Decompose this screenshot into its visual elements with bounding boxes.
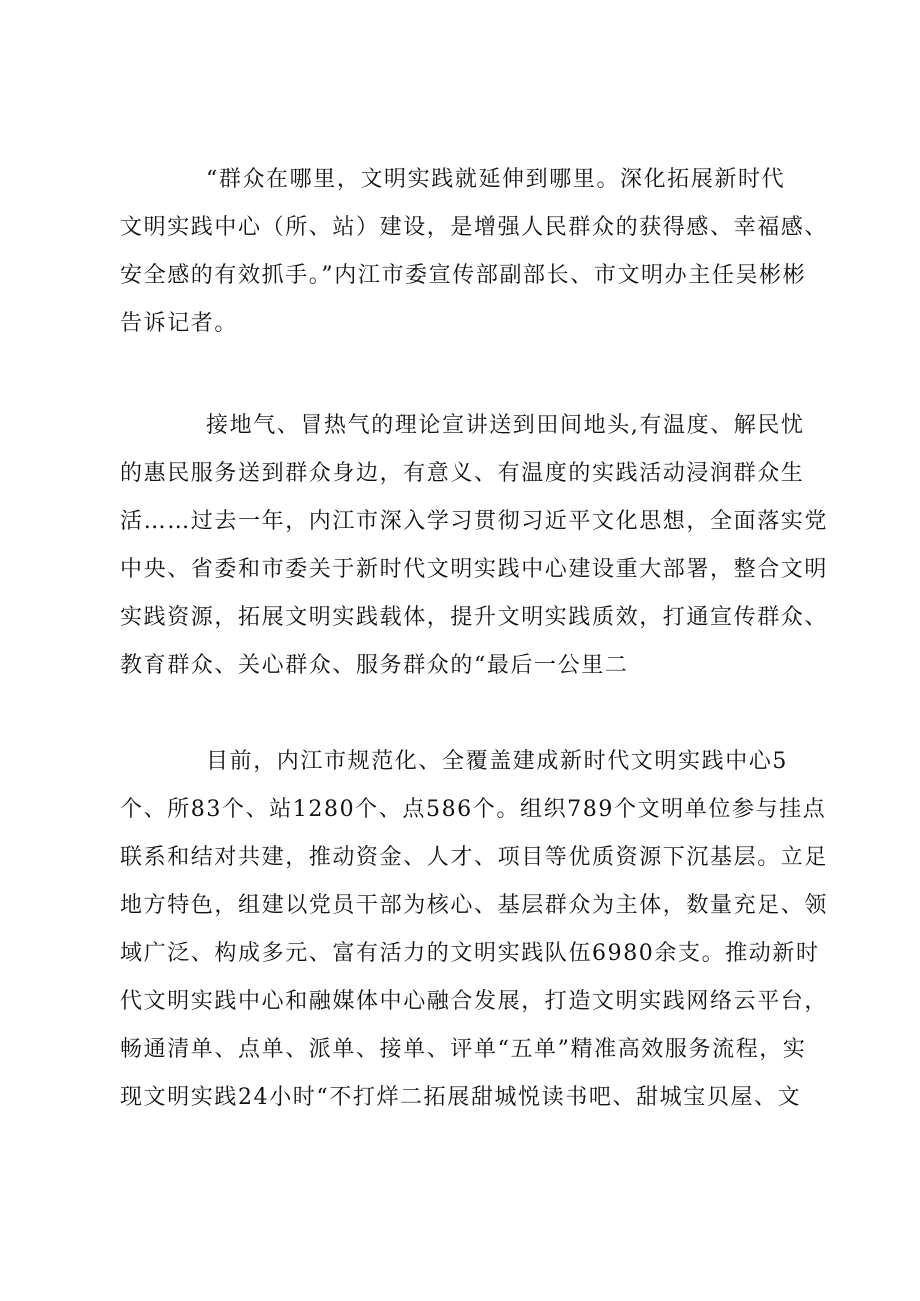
paragraph-2 bbox=[120, 402, 832, 690]
paragraph-line: 告诉记者。 bbox=[120, 311, 239, 336]
paragraph-line: 地方特色，组建以党员干部为核心、基层群众为主体，数量充足、领 bbox=[120, 893, 829, 918]
paragraph-line: 个、所83个、站1280个、点586个。组织789个文明单位参与挂点 bbox=[120, 797, 827, 822]
paragraph-line: 安全感的有效抓手。”内江市委宣传部副部长、市文明办主任吴彬彬 bbox=[120, 263, 807, 288]
paragraph-line: 接地气、冒热气的理论宣讲送到田间地头,有温度、解民忧 bbox=[206, 413, 805, 438]
paragraph-1 bbox=[120, 156, 832, 348]
paragraph-line: 代文明实践中心和融媒体中心融合发展，打造文明实践网络云平台， bbox=[120, 989, 829, 1014]
paragraph-line: 联系和结对共建，推动资金、人才、项目等优质资源下沉基层。立足 bbox=[120, 845, 829, 870]
paragraph-line: 文明实践中心（所、站）建设，是增强人民群众的获得感、幸福感、 bbox=[120, 215, 829, 240]
paragraph-3 bbox=[120, 738, 832, 1122]
paragraph-line: 现文明实践24小时“不打烊二拓展甜城悦读书吧、甜城宝贝屋、文 bbox=[120, 1085, 802, 1110]
paragraph-line: 教育群众、关心群众、服务群众的“最后一公里二 bbox=[120, 653, 629, 678]
paragraph-line: 的惠民服务送到群众身边，有意义、有温度的实践活动浸润群众生 bbox=[120, 461, 805, 486]
paragraph-line: 活……过去一年，内江市深入学习贯彻习近平文化思想，全面落实党 bbox=[120, 509, 829, 534]
paragraph-line: 目前，内江市规范化、全覆盖建成新时代文明实践中心5 bbox=[206, 749, 788, 774]
paragraph-line: 中央、省委和市委关于新时代文明实践中心建设重大部署，整合文明 bbox=[120, 557, 829, 582]
paragraph-line: 实践资源，拓展文明实践载体，提升文明实践质效，打通宣传群众、 bbox=[120, 605, 829, 630]
paragraph-line: 域广泛、构成多元、富有活力的文明实践队伍6980余支。推动新时 bbox=[120, 941, 820, 966]
paragraph-line: 畅通清单、点单、派单、接单、评单“五单”精准高效服务流程，实 bbox=[120, 1037, 807, 1062]
paragraph-line: “群众在哪里，文明实践就延伸到哪里。深化拓展新时代 bbox=[206, 167, 786, 192]
